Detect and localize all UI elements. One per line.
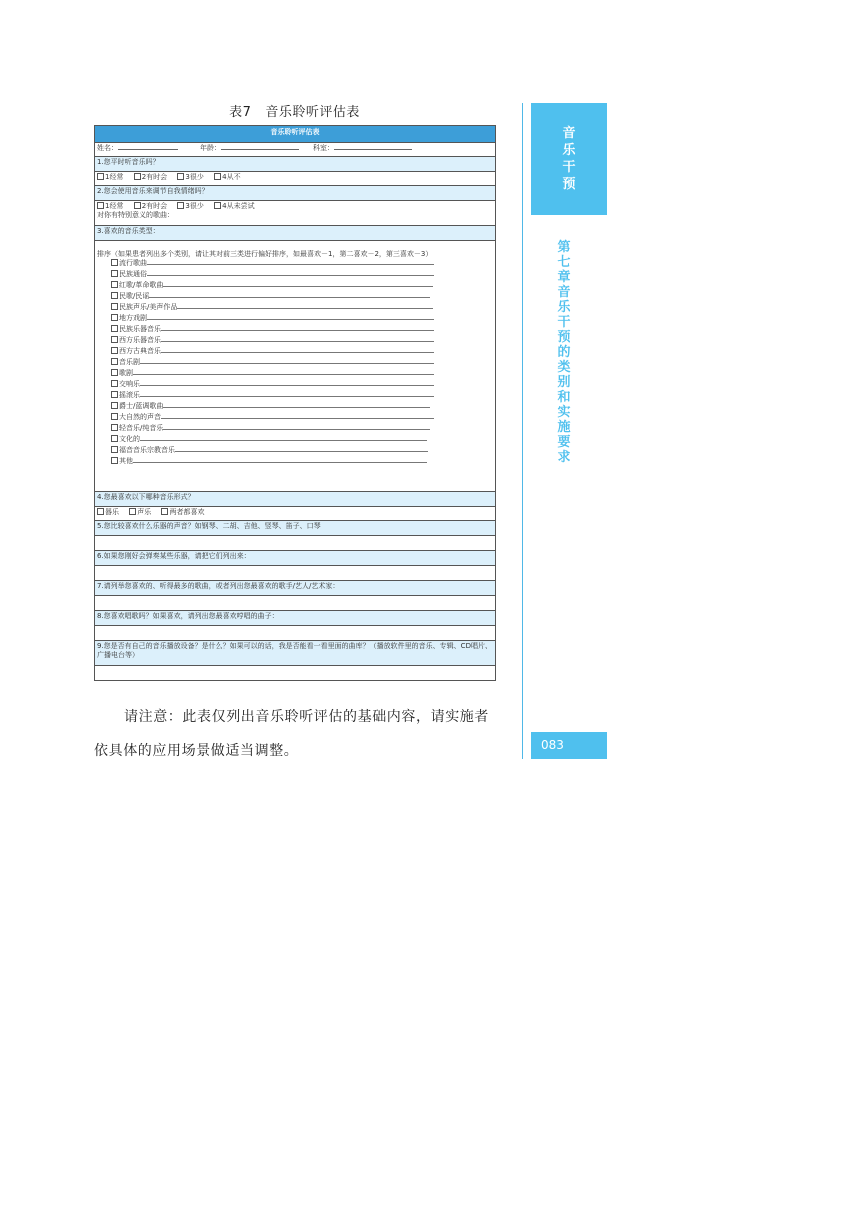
caption-title: 音乐聆听评估表: [265, 105, 360, 120]
answer-9[interactable]: [95, 666, 496, 681]
genre-label: 爵士/蓝调歌曲: [119, 401, 164, 410]
question-2-options: 1经常 2有时会 3很少 4从未尝试 对你有特别意义的歌曲：: [95, 201, 496, 226]
checkbox[interactable]: [111, 270, 118, 277]
checkbox[interactable]: [134, 202, 141, 209]
question-3: 3.喜欢的音乐类型：: [95, 226, 496, 241]
form-header: 音乐聆听评估表: [95, 126, 496, 143]
rank-line[interactable]: [140, 396, 434, 397]
question-9: 9.您是否有自己的音乐播放设备？是什么？如果可以的话，我是否能看一看里面的曲库？（播放软件里的音乐、专辑、CD唱片、广播电台等）: [95, 641, 496, 666]
question-6: 6.如果您刚好会弹奏某些乐器，请把它们列出来：: [95, 551, 496, 566]
checkbox[interactable]: [111, 292, 118, 299]
rank-line[interactable]: [161, 352, 434, 353]
age-field[interactable]: [221, 149, 299, 150]
section-tab-label: 音乐干预: [562, 126, 576, 192]
answer-5[interactable]: [95, 536, 496, 551]
genre-label: 民族声乐/美声作品: [119, 302, 178, 311]
checkbox[interactable]: [161, 508, 168, 515]
checkbox[interactable]: [111, 259, 118, 266]
rank-line[interactable]: [163, 429, 430, 430]
genre-label: 音乐剧: [119, 357, 140, 366]
checkbox[interactable]: [177, 173, 184, 180]
answer-8[interactable]: [95, 626, 496, 641]
checkbox[interactable]: [111, 369, 118, 376]
checkbox[interactable]: [97, 508, 104, 515]
checkbox[interactable]: [111, 435, 118, 442]
question-4-options: 器乐 声乐 两者都喜欢: [95, 507, 496, 521]
name-field[interactable]: [118, 149, 178, 150]
genre-label: 大自然的声音: [119, 412, 161, 421]
margin-divider: [522, 103, 523, 759]
checkbox[interactable]: [111, 424, 118, 431]
rank-line[interactable]: [163, 407, 430, 408]
checkbox[interactable]: [111, 347, 118, 354]
checkbox[interactable]: [134, 173, 141, 180]
section-tab: [531, 103, 607, 215]
checkbox[interactable]: [111, 281, 118, 288]
rank-line[interactable]: [147, 275, 434, 276]
department-label: 科室：: [313, 144, 334, 152]
age-label: 年龄：: [200, 144, 221, 152]
genre-label: 民歌/民谣: [119, 291, 150, 300]
rank-line[interactable]: [133, 462, 427, 463]
rank-line[interactable]: [147, 319, 434, 320]
genre-label: 流行歌曲: [119, 258, 147, 267]
genre-label: 民族乐器音乐: [119, 324, 161, 333]
rank-line[interactable]: [163, 286, 433, 287]
question-3-instruction: 排序（如果患者列出多个类别，请让其对前三类进行偏好排序，如最喜欢－1，第二喜欢－2，第三喜欢－3）: [97, 250, 433, 258]
question-1: 1.您平时听音乐吗？: [95, 157, 496, 172]
genre-label: 文化的: [119, 434, 140, 443]
rank-line[interactable]: [149, 297, 430, 298]
table-caption: [94, 101, 495, 119]
genre-label: 红歌/革命歌曲: [119, 280, 164, 289]
checkbox[interactable]: [111, 446, 118, 453]
rank-line[interactable]: [175, 451, 428, 452]
assessment-form: [94, 125, 496, 681]
checkbox[interactable]: [214, 173, 221, 180]
caption-number: 表7: [229, 105, 252, 120]
checkbox[interactable]: [111, 358, 118, 365]
question-1-options: 1经常 2有时会 3很少 4从不: [95, 172, 496, 186]
checkbox[interactable]: [111, 314, 118, 321]
chapter-title: 第七章 音乐干预的类别和实施要求: [557, 240, 584, 465]
checkbox[interactable]: [129, 508, 136, 515]
checkbox[interactable]: [214, 202, 221, 209]
genre-label: 歌剧: [119, 368, 133, 377]
question-3-genres: [95, 241, 496, 492]
rank-line[interactable]: [140, 363, 434, 364]
rank-line[interactable]: [161, 418, 434, 419]
page-number: 083: [531, 732, 607, 759]
question-7: 7.请列举您喜欢的、听得最多的歌曲，或者列出您最喜欢的歌手/艺人/艺术家：: [95, 581, 496, 596]
checkbox[interactable]: [111, 457, 118, 464]
answer-7[interactable]: [95, 596, 496, 611]
question-8: 8.您喜欢唱歌吗？如果喜欢，请列出您最喜欢哼唱的曲子：: [95, 611, 496, 626]
checkbox[interactable]: [177, 202, 184, 209]
answer-6[interactable]: [95, 566, 496, 581]
question-2-followup: 对你有特别意义的歌曲：: [97, 210, 174, 219]
rank-line[interactable]: [133, 374, 434, 375]
genre-label: 其他: [119, 456, 133, 465]
rank-line[interactable]: [161, 341, 434, 342]
genre-label: 地方戏剧: [119, 313, 147, 322]
department-field[interactable]: [334, 149, 412, 150]
checkbox[interactable]: [111, 380, 118, 387]
genre-label: 福音音乐宗教音乐: [119, 445, 175, 454]
checkbox[interactable]: [111, 402, 118, 409]
question-4: 4.您最喜欢以下哪种音乐形式？: [95, 492, 496, 507]
personal-info-row: [95, 143, 496, 157]
question-5: 5.您比较喜欢什么乐器的声音？如钢琴、二胡、吉他、竖琴、笛子、口琴: [95, 521, 496, 536]
genre-label: 摇滚乐: [119, 390, 140, 399]
checkbox[interactable]: [111, 336, 118, 343]
note-paragraph: 请注意：此表仅列出音乐聆听评估的基础内容，请实施者依具体的应用场景做适当调整。: [94, 709, 489, 759]
name-label: 姓名：: [97, 144, 118, 152]
checkbox[interactable]: [97, 173, 104, 180]
rank-line[interactable]: [140, 440, 427, 441]
genre-label: 交响乐: [119, 379, 140, 388]
checkbox[interactable]: [111, 303, 118, 310]
question-2: 2.您会使用音乐来调节自我情绪吗？: [95, 186, 496, 201]
rank-line[interactable]: [147, 264, 434, 265]
genre-label: 西方乐器音乐: [119, 335, 161, 344]
rank-line[interactable]: [161, 330, 434, 331]
rank-line[interactable]: [140, 385, 434, 386]
genre-label: 西方古典音乐: [119, 346, 161, 355]
genre-label: 民族通俗: [119, 269, 147, 278]
genre-label: 轻音乐/纯音乐: [119, 423, 164, 432]
checkbox[interactable]: [111, 413, 118, 420]
rank-line[interactable]: [177, 308, 433, 309]
checkbox[interactable]: [97, 202, 104, 209]
checkbox[interactable]: [111, 391, 118, 398]
checkbox[interactable]: [111, 325, 118, 332]
